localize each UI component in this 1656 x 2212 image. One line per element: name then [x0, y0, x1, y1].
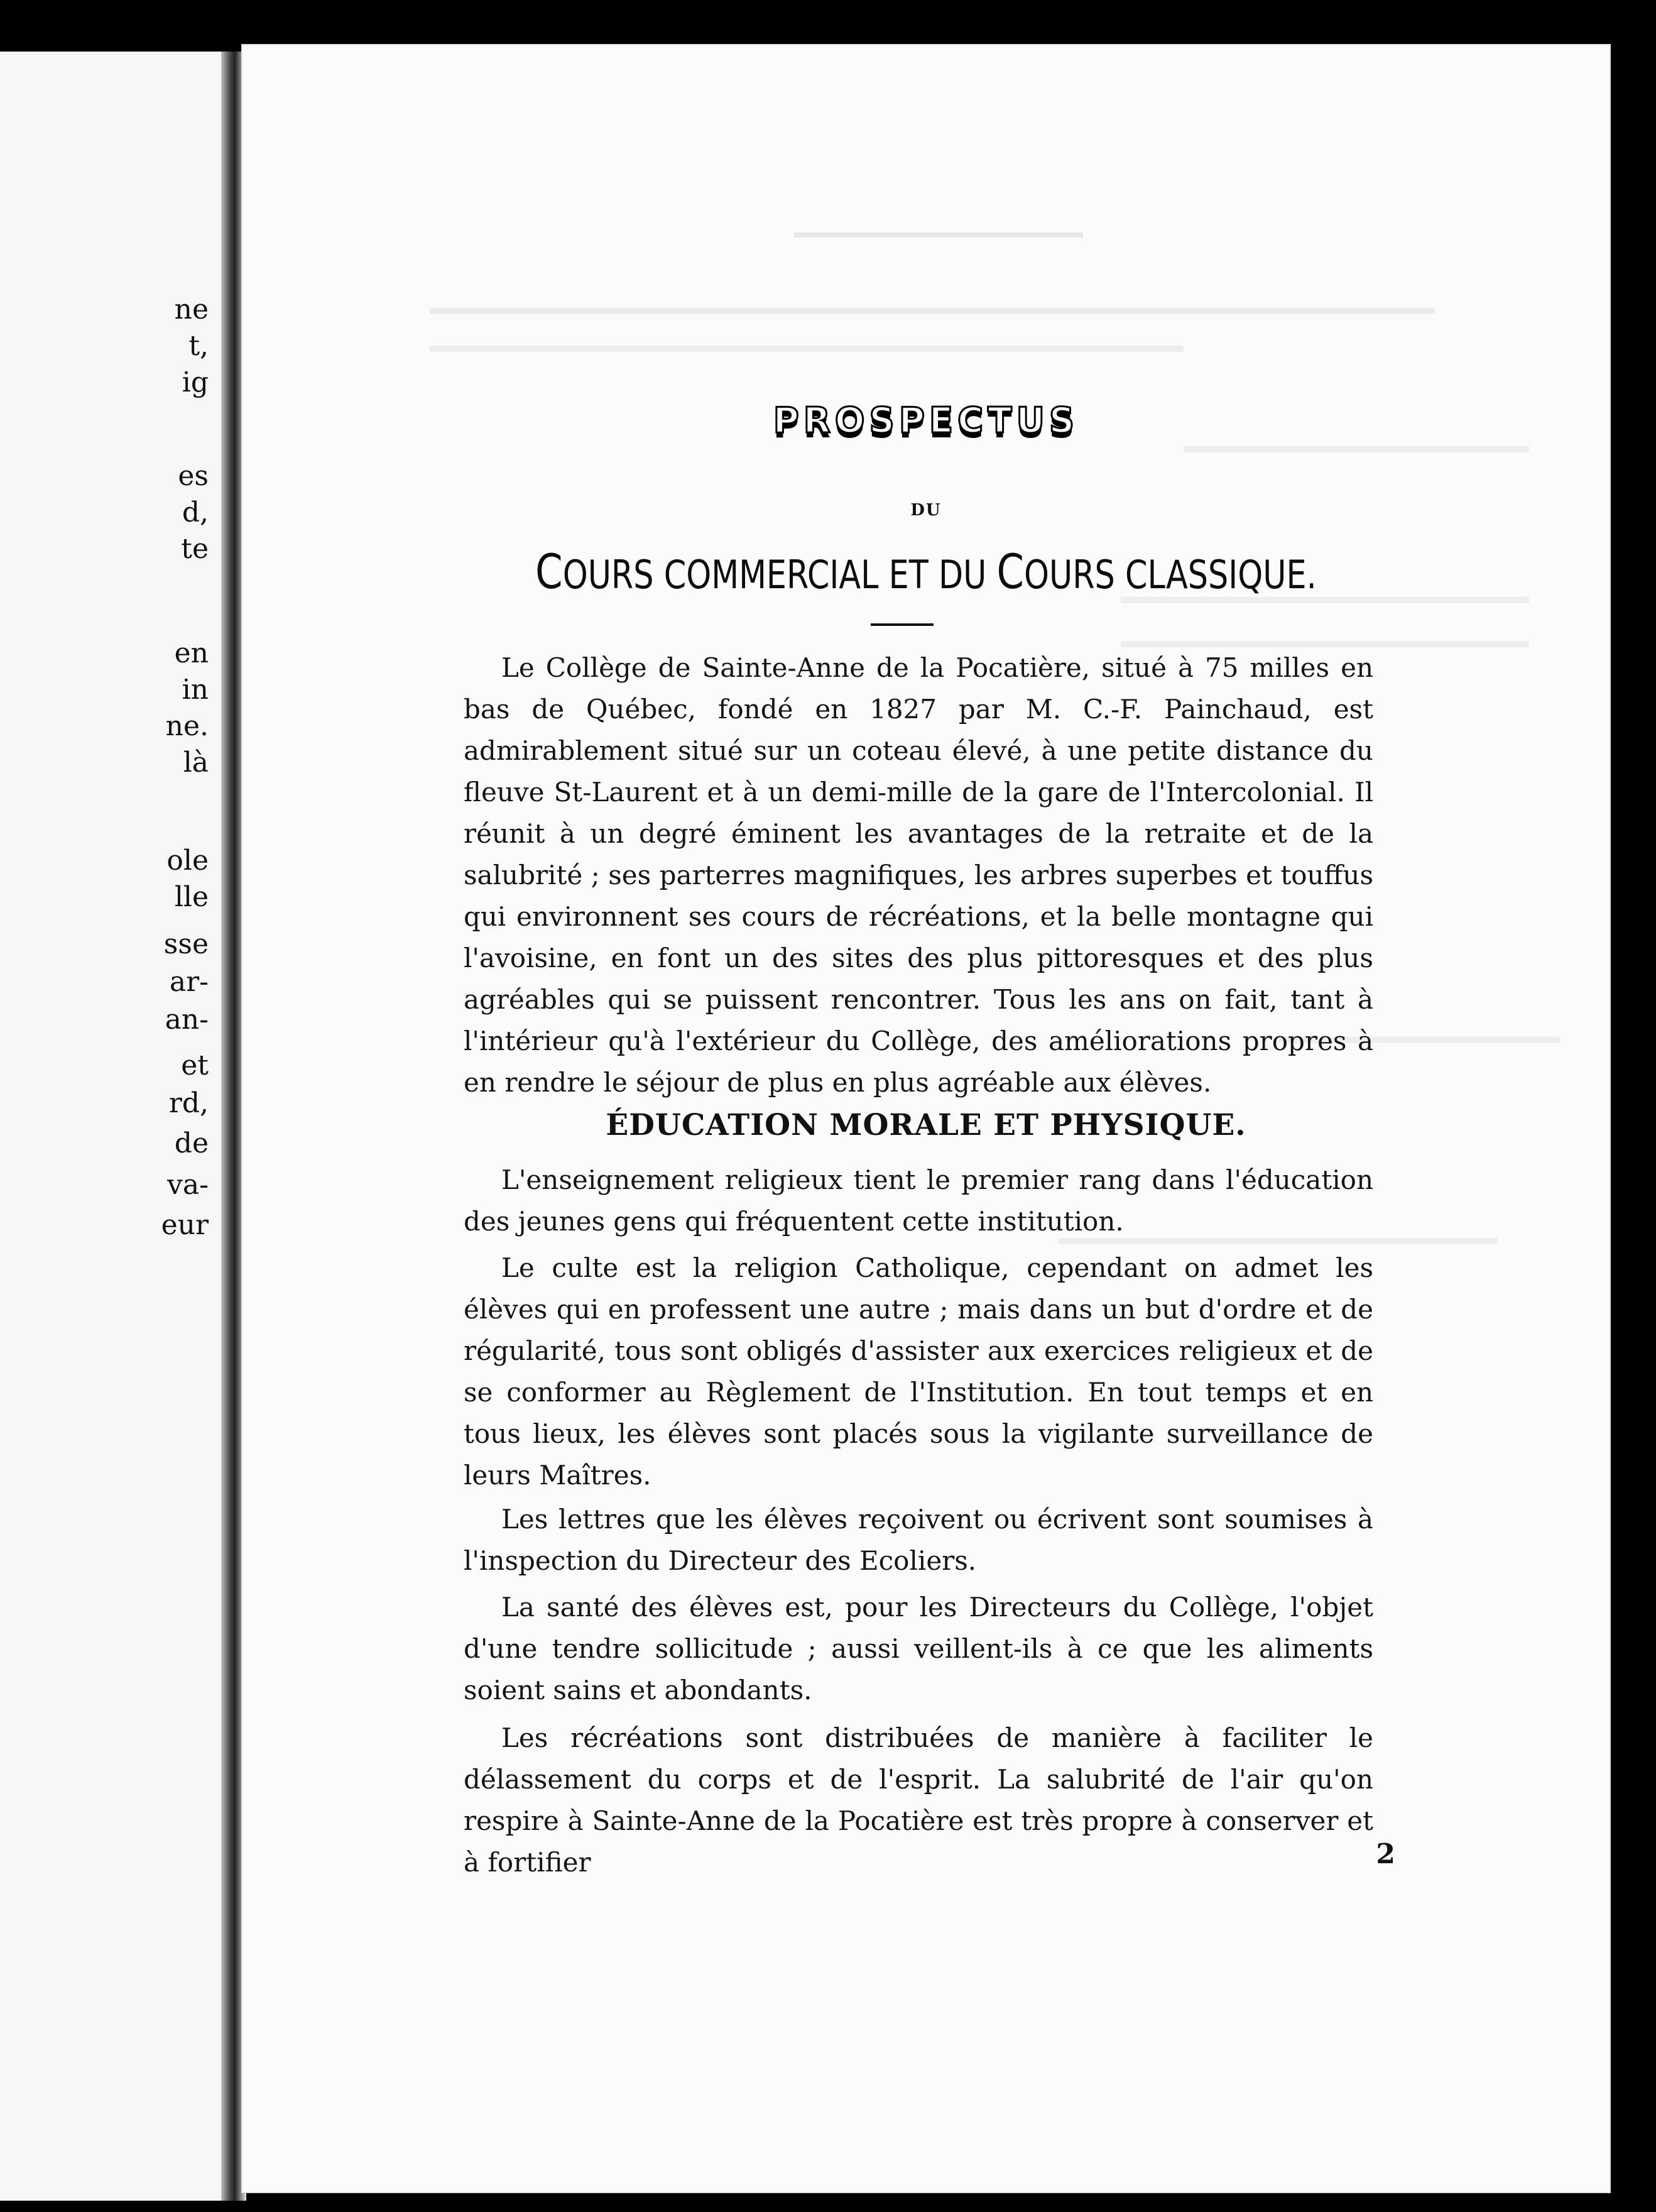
line-fragment: là — [183, 747, 209, 779]
line-fragment: in — [182, 674, 209, 706]
line-fragment: t, — [188, 330, 209, 362]
line-fragment: en — [174, 637, 209, 669]
section-heading: ÉDUCATION MORALE ET PHYSIQUE. — [606, 1108, 1246, 1142]
line-fragment: ig — [182, 366, 209, 398]
body-paragraph: Les récréations sont distribuées de manière à faciliter le délassement du corps et de l'esprit. La salubrité de l'air qu'on respire à Sainte-Anne de la Pocatière est très propre à conserver et à fortifier — [464, 1722, 1373, 1878]
intro-paragraph: Le Collège de Sainte-Anne de la Pocatière, situé à 75 milles en bas de Québec, fondé en 1827 par M. C.-F. Painchaud, est admirablement situé sur un coteau élevé, à une petite distance du fleuve St-Laurent et à un demi-mille de la gare de l'Intercolonial. Il réunit à un degré éminent les avantages de la retraite et de la salubrité ; ses parterres magnifiques, les arbres superbes et touffus qui environnent ses cours de récréations, et la belle montagne qui l'avoisine, en font un des sites des plus pittoresques et des plus agréables qui se puissent rencontrer. Tous les ans on fait, tant à l'intérieur qu'à l'extérieur du Collège, des améliorations propres à en rendre le séjour de plus en plus agréable aux élèves. — [464, 652, 1373, 1098]
line-fragment: ar- — [169, 966, 209, 998]
title-connector: DU — [910, 501, 942, 520]
title-divider — [871, 623, 934, 626]
line-fragment: ne — [174, 293, 209, 326]
line-fragment: lle — [174, 881, 209, 913]
body-paragraph: Le culte est la religion Catholique, cependant on admet les élèves qui en professent une autre ; mais dans un but d'ordre et de régularité, tous sont obligés d'assister aux exercices religieux et de se conformer au Règlement de l'Institution. En tout temps et en tous lieux, les élèves sont placés sous la vigilante surveillance de leurs Maîtres. — [464, 1252, 1373, 1491]
line-fragment: sse — [163, 928, 209, 960]
scan-border — [0, 0, 1656, 44]
subtitle-initial: C — [535, 544, 563, 600]
body-paragraph: L'enseignement religieux tient le premier rang dans l'éducation des jeunes gens qui fréquentent cette institution. — [464, 1164, 1373, 1237]
line-fragment: va- — [167, 1169, 209, 1201]
line-fragment: et — [181, 1049, 209, 1081]
signature-mark: 2 — [1376, 1838, 1395, 1870]
line-fragment: d, — [182, 496, 209, 528]
line-fragment: rd, — [168, 1087, 209, 1119]
document-page — [241, 44, 1611, 2193]
line-fragment: te — [181, 533, 209, 565]
body-paragraph: La santé des élèves est, pour les Directeurs du Collège, l'objet d'une tendre sollicitude ; aussi veillent-ils à ce que les aliments soient sains et abondants. — [464, 1592, 1373, 1706]
previous-page-fragment — [0, 52, 226, 2201]
line-fragment: es — [178, 460, 209, 492]
line-fragment: an- — [165, 1004, 209, 1036]
document-subtitle — [364, 544, 1488, 600]
document-title: PROSPECTUS — [773, 400, 1079, 441]
subtitle-text: OURS CLASSIQUE. — [1023, 552, 1317, 598]
line-fragment: ole — [166, 845, 209, 877]
line-fragment: de — [174, 1127, 209, 1159]
subtitle-initial: C — [996, 544, 1024, 600]
line-fragment: eur — [161, 1209, 209, 1241]
body-paragraph: Les lettres que les élèves reçoivent ou écrivent sont soumises à l'inspection du Directeur des Ecoliers. — [464, 1504, 1373, 1576]
subtitle-text: OURS COMMERCIAL ET DU — [562, 552, 997, 598]
line-fragment: ne. — [165, 710, 209, 742]
